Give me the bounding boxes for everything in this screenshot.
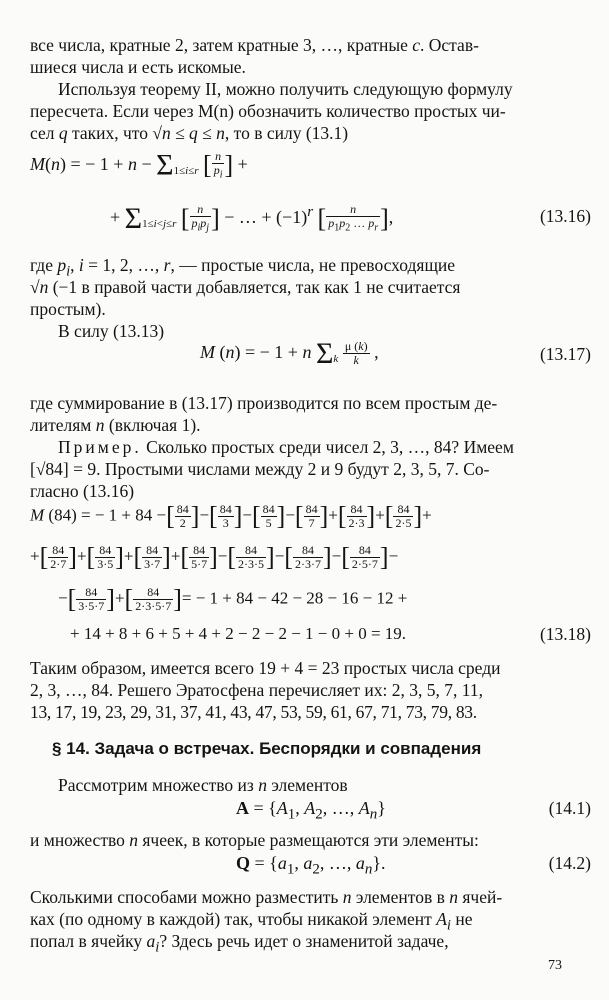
text-line-17: 13, 17, 19, 23, 29, 31, 37, 41, 43, 47, 53, 59, 61, 67, 71, 73, 79, 83. [30,702,477,722]
equation-13-18-line-1: M (84) = − 1 + 84 −[ $\frac{84}{2}$ ]−[ $\frac{84}{3}$ ]−[ $\frac{84}{5}$ ]−[ $\frac{84}{7}$ ]+[ $\frac{84}{2\cdot 3}$ ]+[ $\frac{84}{2\cdot 5}$ ]+ [30,501,432,531]
text-line-20: Сколькими способами можно разместить n элементов в n ячей- [30,887,503,907]
equation-number-13-18: (13.18) [539,624,591,644]
text-line-18: Рассмотрим множество из n элементов [58,775,348,795]
equation-14-2: $Q = \{a_1$, $a_2$, …, $a_n$}. [236,853,386,878]
equation-13-16-line-1: M(n) = − $1 + n - \Sigma_{1\le i\le r}$ [ $\frac{n}{p_i}$ ] + [30,148,248,182]
text-line-9: В силу (13.13) [58,321,165,341]
text-line-2: шиеся числа и есть искомые. [30,57,246,77]
text-line-6: где $p_i$, i = 1, 2, …, r, — простые числа, не превосходящие [30,255,456,280]
text-line-14: гласно (13.16) [30,481,135,501]
text-line-11: лителям n (включая 1). [30,415,201,435]
equation-number-14-1: (14.1) [548,798,591,818]
text-line-19: и множество n ячеек, в которые размещаются эти элементы: [30,830,479,850]
text-line-7: √n (−1 в правой части добавляется, так как 1 не считается [30,277,461,297]
equation-number-14-2: (14.2) [548,853,591,873]
text-line-16: 2, 3, …, 84. Решего Эратосфена перечисляет их: 2, 3, 5, 7, 11, [30,680,483,700]
text-line-22: попал в ячейку $a_i$? Здесь речь идет о знаменитой задаче, [30,931,449,956]
equation-13-18-line-2: +[ $\frac{84}{2\cdot 7}$ ]+[ $\frac{84}{3\cdot 5}$ ]+[ $\frac{84}{3\cdot 7}$ ]+[ $\frac{84}{5\cdot 7}$ ]−[ $\frac{84}{2\cdot 3\cdot 5}$ ]−[ $\frac{84}{2\cdot 3\cdot 7}$ ]−[ $\frac{84}{2\cdot 5\cdot 7}$ ]− [30,542,399,572]
text-line-8: простым). [30,299,106,319]
text-line-10: где суммирование в (13.17) производится по всем простым де- [30,393,498,413]
section-heading: § 14. Задача о встречах. Беспорядки и совпадения [52,739,482,758]
text-line-21: ках (по одному в каждой) так, чтобы никакой элемент $A_i$ не [30,909,473,934]
text-line-12: Пример. Сколько простых среди чисел 2, 3, …, 84? Имеем [58,437,514,457]
equation-13-17: M (n) = − 1 + n $\Sigma_k$ $\frac{\mu (k)}{k}$ , [200,336,379,370]
text-line-3: Используя теорему II, можно получить следующую формулу [58,79,513,99]
equation-13-18-line-3: −[ $\frac{84}{3\cdot 5\cdot 7}$ ]+[ $\frac{84}{2\cdot 3\cdot 5\cdot 7}$ ]= − 1 + 84 − 42 − 28 − 16 − 12 + [58,584,408,614]
equation-number-13-16: (13.16) [539,206,591,226]
equation-13-16-line-2: + $\Sigma_{1\le i<j\le r}$ [ $\frac{n}{p_ip_j}$ ] − … + $(-1)^r$ [ $\frac{n}{p_1p_2 \dots p_r}$ ], [110,201,394,235]
equation-14-1: $A = \{A_1$, $A_2$, …, $A_n$} [236,798,386,823]
equation-number-13-17: (13.17) [539,344,591,364]
page-number: 73 [548,958,562,973]
text-line-1: все числа, кратные 2, затем кратные 3, …, кратные c. Остав- [30,35,479,55]
text-line-15: Таким образом, имеется всего 19 + 4 = 23 простых числа среди [30,658,501,678]
text-line-13: [√84] = 9. Простыми числами между 2 и 9 будут 2, 3, 5, 7. Со- [30,459,490,479]
text-line-4: пересчета. Если через M(n) обозначить количество простых чи- [30,101,506,121]
text-line-5: сел q таких, что √n ≤ q ≤ n, то в силу (13.1) [30,123,349,143]
equation-13-18-line-4: + 14 + 8 + 6 + 5 + 4 + 2 − 2 − 2 − 1 − 0 + 0 = 19. [70,624,407,643]
